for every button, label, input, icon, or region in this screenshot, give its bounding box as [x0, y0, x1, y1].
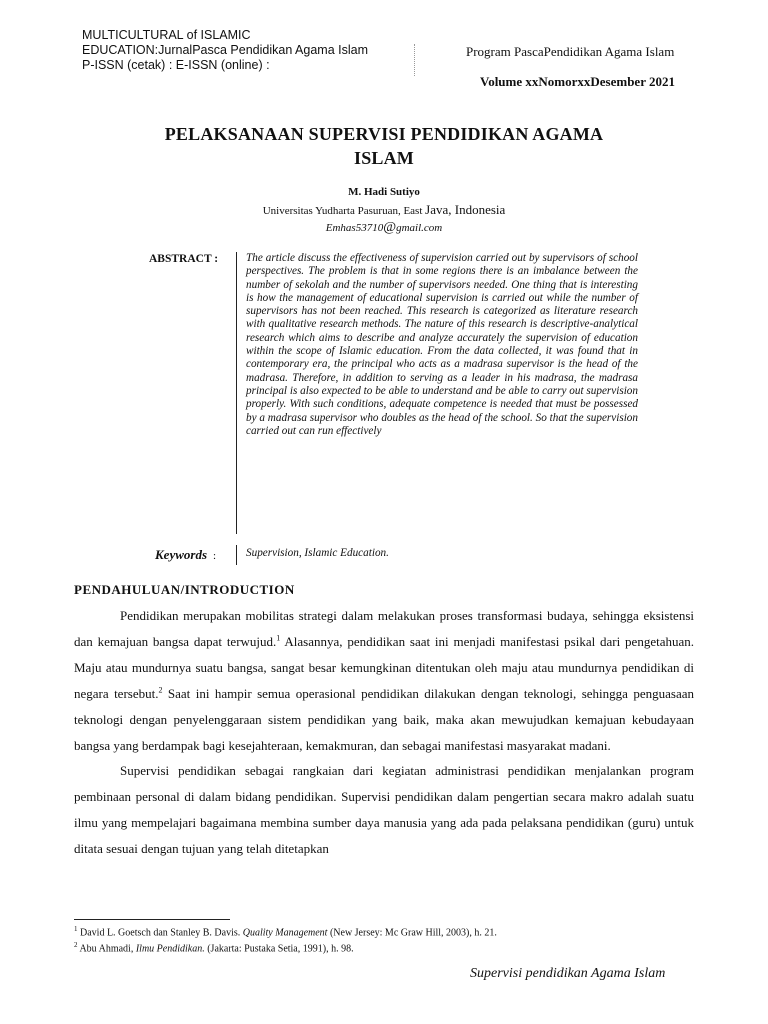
paragraph-1 [74, 603, 694, 758]
footnote-2-title: Ilmu Pendidikan. [135, 943, 205, 955]
footnote-1-title: Quality Management [242, 927, 328, 939]
abstract-label: ABSTRACT : [149, 253, 219, 265]
footnote-ref-1[interactable]: 1 [276, 633, 281, 643]
journal-name-line: MULTICULTURAL of ISLAMIC [82, 28, 251, 42]
header-divider [414, 44, 415, 76]
abstract-text: The article discuss the effectiveness of supervision carried out by supervisors of school perspectives. The problem is that in some regions there is an imbalance between the number of sekolah and the number of supervisors needed. One thing that is interesting is how the management of educational supervision is carried out while the number of supervisors has not been reached. This research is categorized as literature research with qualitative research methods. The nature of this research is descriptive-analytical research which aims to describe and analyze accurately the supervision of education within the scope of Islamic education. From the data collected, it was found that in contemporary era, the principal who acts as a madrasa supervisor is the head of the madrasa. Therefore, in addition to serving as a leader in his madrasa, the madrasa principal is also expected to be able to understand and be able to carry out supervision properly. With such conditions, adequate competence is needed that must be possessed by a madrasa supervisor who doubles as the head of the school. So that the supervision carried out can run effectively [246, 252, 638, 437]
footnote-2-source: (Jakarta: Pustaka Setia, 1991), h. 98. [204, 943, 354, 955]
body-text [74, 603, 694, 862]
keywords-label [155, 547, 216, 563]
email-user: Emhas53710 [325, 222, 384, 234]
footnote-ref-2[interactable]: 2 [158, 685, 163, 695]
affiliation-part-a: Universitas Yudharta Pasuruan, East [262, 205, 426, 217]
footnote-2 [74, 941, 354, 954]
email-at: @ [383, 220, 397, 235]
footnote-2-text: Abu Ahmadi, [77, 943, 136, 955]
paper-title [100, 122, 668, 170]
affiliation-part-b: Java, Indonesia [425, 202, 506, 217]
keywords-text: Supervision, Islamic Education. [246, 547, 389, 559]
section-heading: PENDAHULUAN/INTRODUCTION [74, 582, 295, 597]
program-name: Program PascaPendidikan Agama Islam [466, 44, 675, 59]
footnote-1-number: 1 [74, 925, 78, 933]
abstract-divider [236, 252, 237, 534]
paper-title-line-1: PELAKSANAAN SUPERVISI PENDIDIKAN AGAMA [164, 124, 604, 144]
paragraph-1-part-c: Saat ini hampir semua operasional pendidikan dilakukan dengan teknologi, sehingga penguasaan teknologi dengan penyelenggaraan sistem pendidikan yang baik, maka akan mewujudkan kemajuan kebudayaan bangsa yang berdampak bagi kesejahteraan, kemakmuran, dan sebagai manifestasi masyarakat madani. [74, 685, 694, 753]
keywords-colon: : [213, 550, 217, 562]
footnote-2-number: 2 [74, 941, 78, 949]
author-affiliation [0, 202, 768, 218]
author-name: M. Hadi Sutiyo [348, 186, 420, 198]
footnote-1-source: (New Jersey: Mc Graw Hill, 2003), h. 21. [327, 927, 497, 939]
journal-header [82, 28, 368, 73]
footnote-1 [74, 925, 497, 938]
keywords-label-text: Keywords [155, 547, 207, 562]
keywords-divider [236, 545, 237, 565]
journal-subtitle-line: EDUCATION:JurnalPasca Pendidikan Agama Islam [82, 43, 368, 57]
footnote-rule [74, 919, 230, 920]
issn-line: P-ISSN (cetak) : E-ISSN (online) : [82, 58, 270, 72]
paragraph-1-part-b: Alasannya, pendidikan saat ini menjadi manifestasi psikal dari pengetahuan. Maju atau mundurnya suatu bangsa, sangat besar kemungkinan ditentukan oleh maju atau mundurnya pendidikan di negara tersebut. [74, 633, 695, 701]
paper-title-line-2: ISLAM [353, 148, 414, 168]
running-footer: Supervisi pendidikan Agama Islam [470, 966, 666, 981]
paragraph-1-part-a: Pendidikan merupakan mobilitas strategi dalam melakukan proses transformasi budaya, sehingga eksistensi dan kemajuan bangsa dapat terwujud. [74, 608, 694, 649]
email-domain: gmail.com [396, 222, 443, 234]
author-email [0, 220, 768, 236]
paragraph-2: Supervisi pendidikan sebagai rangkaian dari kegiatan administrasi pendidikan menjalankan program pembinaan personal di dalam bidang pendidikan. Supervisi pendidikan dalam pengertian secara makro adalah suatu ilmu yang mempelajari bagaimana membina sumber daya manusia yang ada pada pelaksana pendidikan (guru) untuk ditata sesuai dengan tujuan yang telah ditetapkan [74, 763, 694, 857]
volume-info: Volume xxNomorxxDesember 2021 [480, 74, 675, 89]
footnote-1-text: David L. Goetsch dan Stanley B. Davis. [77, 927, 243, 939]
